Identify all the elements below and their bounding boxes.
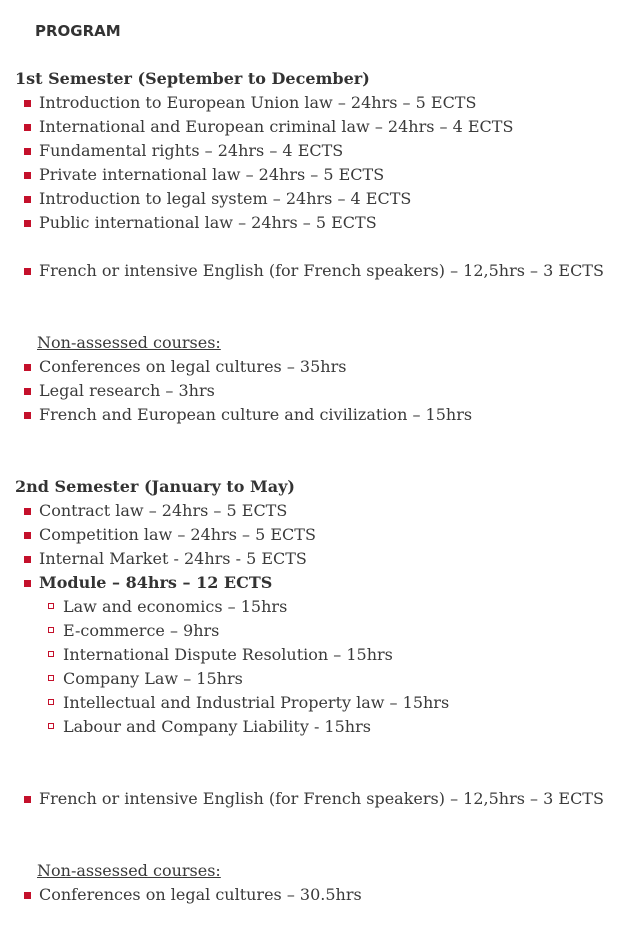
course-item: Public international law – 24hrs – 5 ECTS: [39, 211, 377, 235]
module-title: Module – 84hrs – 12 ECTS: [39, 571, 272, 595]
non-assessed-label: Non-assessed courses:: [37, 861, 221, 880]
non-assessed-item: French and European culture and civilization – 15hrs: [39, 403, 472, 427]
module-sub-item: Company Law – 15hrs: [63, 667, 243, 691]
course-item: Private international law – 24hrs – 5 ECTS: [39, 163, 384, 187]
non-assessed-label: Non-assessed courses:: [37, 333, 221, 352]
module-sub-item: Intellectual and Industrial Property law – 15hrs: [63, 691, 449, 715]
non-assessed-item: Conferences on legal cultures – 30.5hrs: [39, 883, 362, 907]
language-course-item: French or intensive English (for French speakers) – 12,5hrs – 3 ECTS: [39, 787, 604, 811]
course-item: Introduction to European Union law – 24hrs – 5 ECTS: [39, 91, 476, 115]
non-assessed-item: Conferences on legal cultures – 35hrs: [39, 355, 346, 379]
semester-1-heading: 1st Semester (September to December): [15, 69, 370, 88]
page-title: PROGRAM: [35, 22, 121, 40]
module-sub-item: Law and economics – 15hrs: [63, 595, 287, 619]
course-item: Competition law – 24hrs – 5 ECTS: [39, 523, 316, 547]
course-item: Introduction to legal system – 24hrs – 4 ECTS: [39, 187, 411, 211]
module-sub-item: E-commerce – 9hrs: [63, 619, 219, 643]
language-course-item: French or intensive English (for French speakers) – 12,5hrs – 3 ECTS: [39, 259, 604, 283]
course-item: International and European criminal law – 24hrs – 4 ECTS: [39, 115, 513, 139]
course-item: Contract law – 24hrs – 5 ECTS: [39, 499, 287, 523]
course-item: Internal Market - 24hrs - 5 ECTS: [39, 547, 307, 571]
course-item: Fundamental rights – 24hrs – 4 ECTS: [39, 139, 343, 163]
semester-2-heading: 2nd Semester (January to May): [15, 477, 295, 496]
non-assessed-item: Legal research – 3hrs: [39, 379, 215, 403]
module-sub-item: International Dispute Resolution – 15hrs: [63, 643, 393, 667]
module-sub-item: Labour and Company Liability - 15hrs: [63, 715, 371, 739]
